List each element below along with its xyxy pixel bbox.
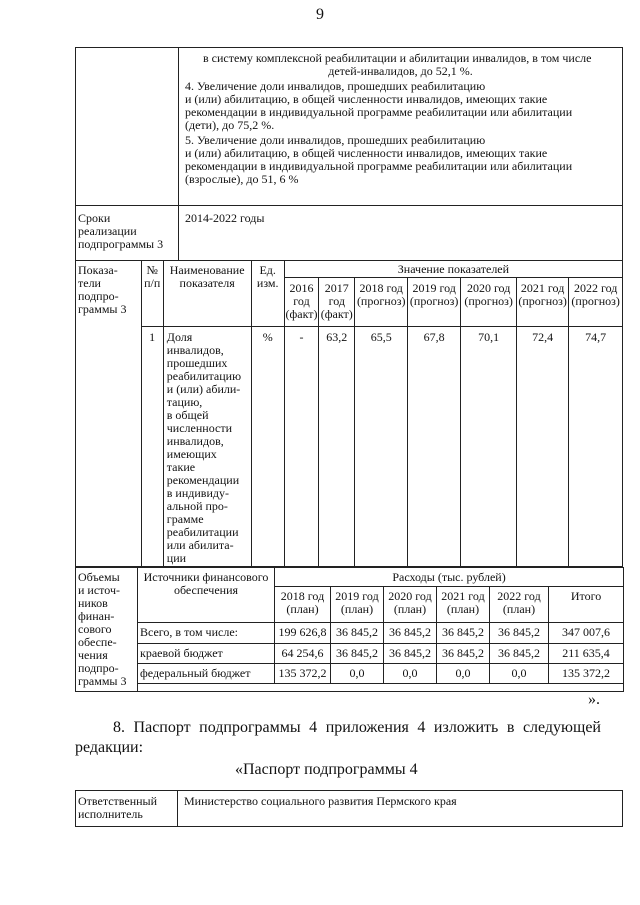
finance-value: 347 007,6 — [549, 623, 624, 643]
terms-label-line: подпрограммы 3 — [78, 237, 164, 251]
indicators-label-cell — [76, 261, 142, 567]
indicator-value: 67,8 — [407, 327, 460, 567]
finance-row — [76, 643, 624, 663]
finance-value: 36 845,2 — [490, 623, 549, 643]
goals-text-cell — [179, 48, 623, 206]
executor-table — [75, 790, 623, 827]
goal-line: рекомендации в индивидуальной программе реабилитации или абилитации — [185, 105, 573, 119]
finance-value: 135 372,2 — [275, 663, 331, 683]
terms-value-cell: 2014-2022 годы — [179, 206, 623, 261]
values-header: Значение показателей — [284, 261, 622, 278]
goal-line: (взрослые), до 51, 6 % — [185, 172, 299, 186]
year-header: 2017 год (факт) — [319, 278, 355, 327]
executor-label-cell: Ответственный исполнитель — [76, 791, 178, 827]
indicator-value: 65,5 — [355, 327, 407, 567]
finance-value: 36 845,2 — [437, 623, 490, 643]
indicator-no: 1 — [141, 327, 163, 567]
goal-line: 4. Увеличение доли инвалидов, прошедших реабилитацию — [185, 79, 486, 93]
indicators-label-line: тели — [78, 276, 101, 290]
goals-line: в систему комплексной реабилитации и абилитации инвалидов, в том числе — [203, 51, 592, 65]
indicator-unit: % — [251, 327, 284, 567]
goal-line: рекомендации в индивидуальной программе реабилитации или абилитации — [185, 159, 573, 173]
sources-header: Источники финансового обеспечения — [138, 568, 275, 623]
indicator-value: 63,2 — [319, 327, 355, 567]
indicator-value: 72,4 — [516, 327, 568, 567]
year-header: 2021 год (прогноз) — [516, 278, 568, 327]
finance-spacer — [138, 683, 624, 691]
goals-line: детей-инвалидов, до 52,1 %. — [328, 64, 473, 78]
finance-col-header: 2019 год (план) — [331, 587, 384, 623]
col-no-line: № — [146, 263, 158, 277]
finance-value: 36 845,2 — [384, 643, 437, 663]
finance-value: 36 845,2 — [331, 623, 384, 643]
finance-col-header: 2022 год (план) — [490, 587, 549, 623]
year-header: 2022 год (прогноз) — [569, 278, 623, 327]
finance-value: 0,0 — [384, 663, 437, 683]
terms-label-line: реализации — [78, 224, 137, 238]
col-unit-line: Ед. — [259, 263, 276, 277]
goals-continuation-table — [75, 47, 623, 261]
finance-value: 36 845,2 — [437, 643, 490, 663]
col-unit-line: изм. — [256, 276, 279, 290]
year-header: 2016 год (факт) — [284, 278, 318, 327]
indicator-value: 74,7 — [569, 327, 623, 567]
finance-value: 0,0 — [490, 663, 549, 683]
closing-quote: ». — [588, 691, 600, 708]
col-name-header — [163, 261, 251, 327]
col-unit-header — [251, 261, 284, 327]
finance-col-header: 2020 год (план) — [384, 587, 437, 623]
goals-label-cell — [76, 48, 179, 206]
finance-value: 36 845,2 — [331, 643, 384, 663]
paragraph-8-line: редакции: — [75, 739, 144, 756]
goal-line: и (или) абилитацию, в общей численности инвалидов, имеющих такие — [185, 92, 548, 106]
passport-title: «Паспорт подпрограммы 4 — [235, 761, 418, 778]
col-no-line: п/п — [144, 276, 161, 290]
finance-value: 0,0 — [331, 663, 384, 683]
indicators-label-line: Показа- — [78, 263, 118, 277]
paragraph-8-line: 8. Паспорт подпрограммы 4 приложения 4 изложить в следующей — [113, 719, 601, 736]
goal-item-5 — [185, 134, 616, 186]
indicator-value: 70,1 — [461, 327, 517, 567]
indicator-name: Доля инвалидов, прошедших реабилитацию и (или) абили- тацию, в общей численности инвалидов, имеющих такие рекомендации в индивиду- альной про- грамме реабилитации или абилита- ции — [163, 327, 251, 567]
indicators-label-line: подпро- — [78, 289, 119, 303]
expenses-header: Расходы (тыс. рублей) — [275, 568, 624, 587]
year-header: 2020 год (прогноз) — [461, 278, 517, 327]
finance-col-header: Итого — [549, 587, 624, 623]
finance-row — [76, 663, 624, 683]
finance-value: 199 626,8 — [275, 623, 331, 643]
finance-value: 0,0 — [437, 663, 490, 683]
col-no-header — [141, 261, 163, 327]
finance-row-name: Всего, в том числе: — [138, 623, 275, 643]
indicator-row — [76, 327, 623, 567]
year-header: 2018 год (прогноз) — [355, 278, 407, 327]
year-header: 2019 год (прогноз) — [407, 278, 460, 327]
page-number: 9 — [316, 6, 324, 23]
finance-value: 36 845,2 — [384, 623, 437, 643]
goal-line: (дети), до 75,2 %. — [185, 118, 275, 132]
finance-col-header: 2021 год (план) — [437, 587, 490, 623]
goal-item-4 — [185, 80, 616, 132]
finance-value: 135 372,2 — [549, 663, 624, 683]
finance-row-name: федеральный бюджет — [138, 663, 275, 683]
finance-row-name: краевой бюджет — [138, 643, 275, 663]
goal-line: 5. Увеличение доли инвалидов, прошедших реабилитацию — [185, 133, 486, 147]
col-name-line: показателя — [179, 276, 235, 290]
finance-row — [76, 623, 624, 643]
finance-label-cell: Объемы и источ- ников финан- сового обеспе- чения подпро- граммы 3 — [76, 568, 138, 692]
paragraph-8 — [75, 718, 601, 758]
finance-table — [75, 567, 624, 692]
finance-col-header: 2018 год (план) — [275, 587, 331, 623]
indicators-table — [75, 260, 623, 567]
finance-value: 36 845,2 — [490, 643, 549, 663]
terms-label-cell — [76, 206, 179, 261]
indicators-label-line: граммы 3 — [78, 302, 127, 316]
terms-label-line: Сроки — [78, 211, 111, 225]
finance-value: 64 254,6 — [275, 643, 331, 663]
executor-value-cell: Министерство социального развития Пермского края — [178, 791, 623, 827]
indicator-value: - — [284, 327, 318, 567]
finance-value: 211 635,4 — [549, 643, 624, 663]
goal-line: и (или) абилитацию, в общей численности инвалидов, имеющих такие — [185, 146, 548, 160]
col-name-line: Наименование — [169, 263, 245, 277]
